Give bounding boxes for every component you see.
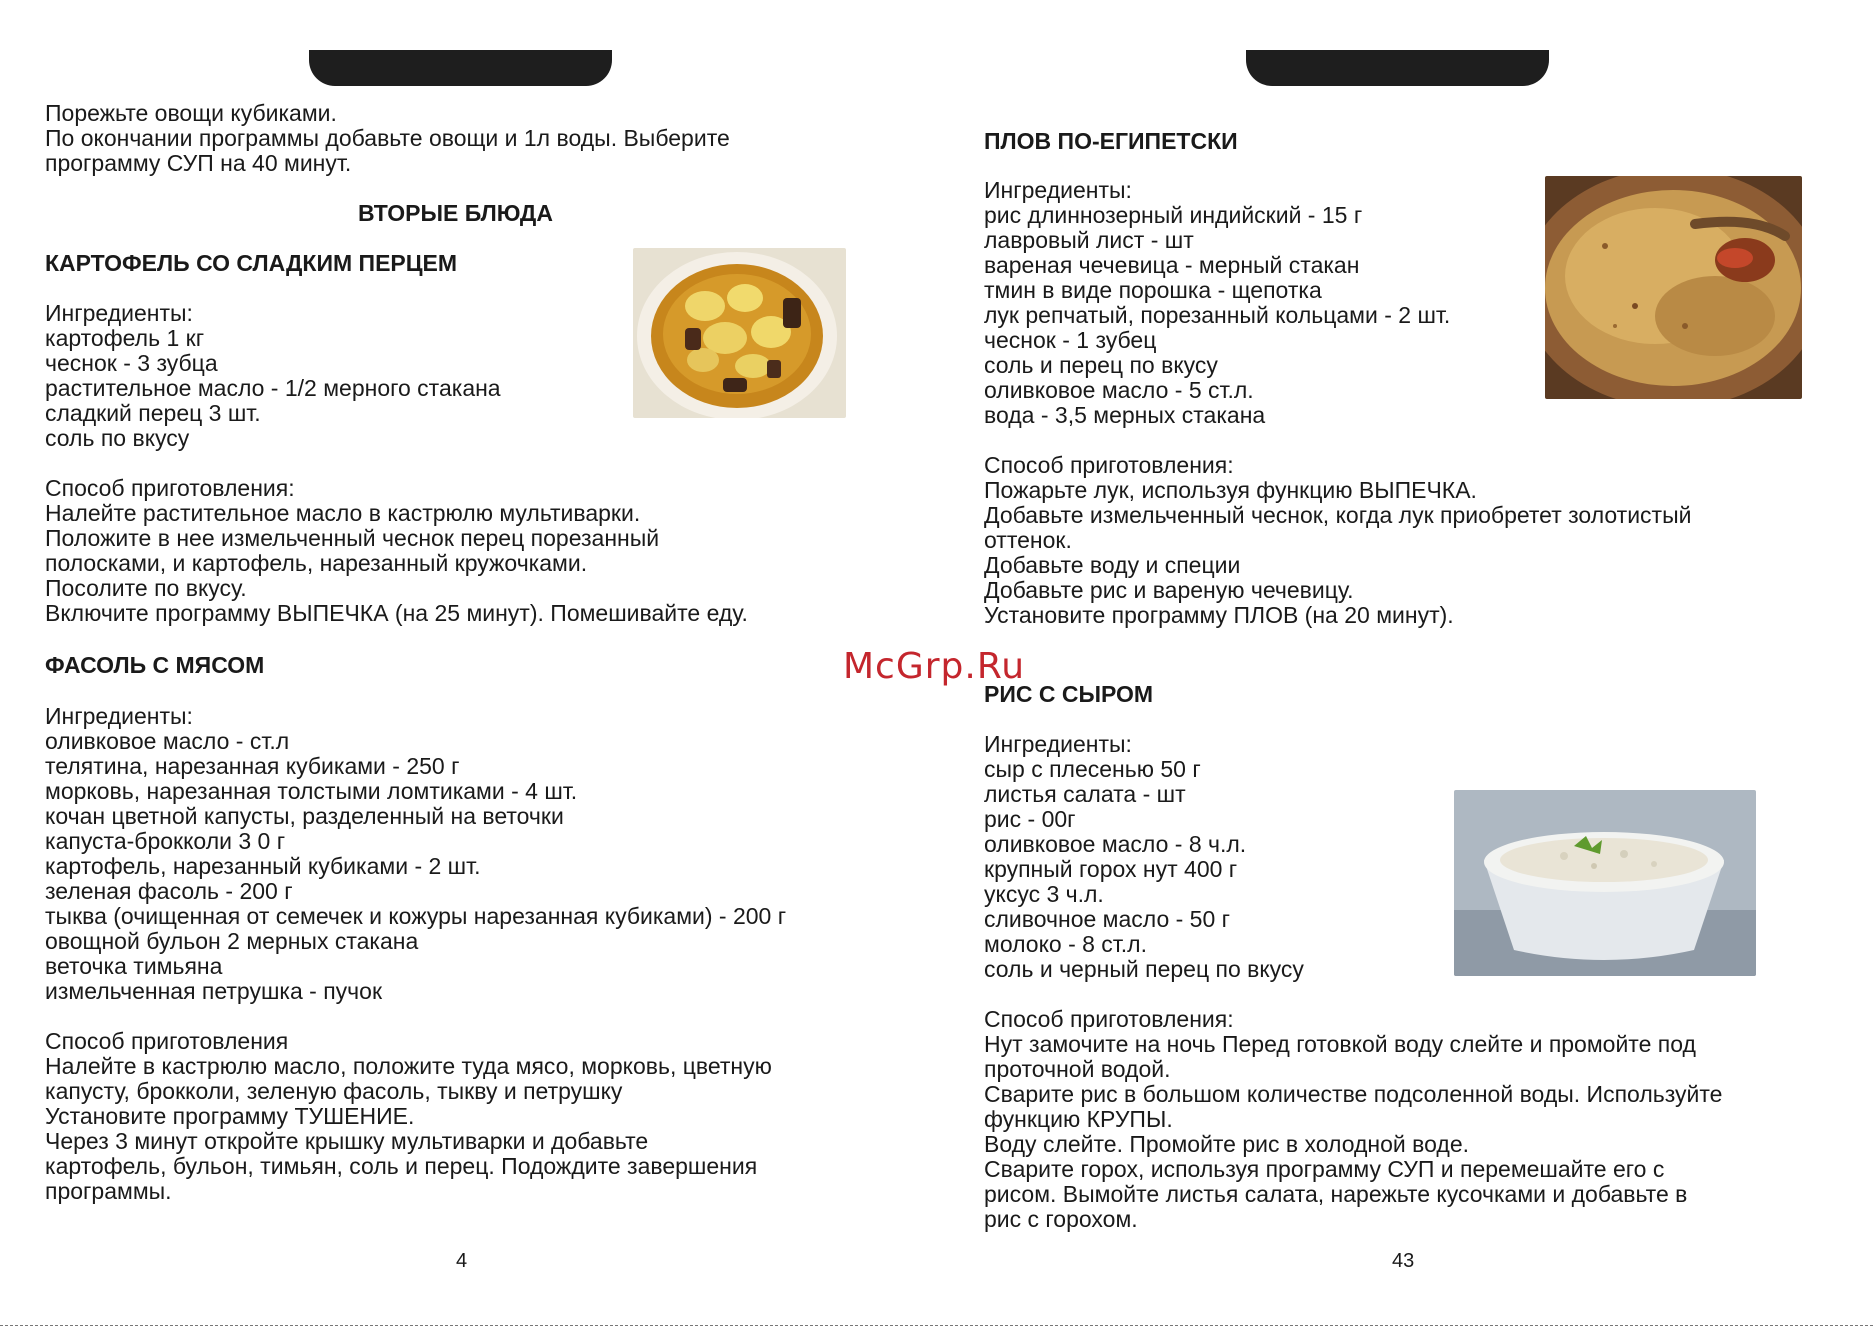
pilaf-ingredients — [984, 178, 1691, 628]
intro-line: программу СУП на 40 минут. — [45, 150, 352, 176]
recipe-title-rice-cheese: РИС С СЫРОМ — [984, 681, 1154, 707]
ingredient-line: картофель, нарезанный кубиками - 2 шт. — [45, 853, 481, 879]
ingredient-line: лавровый лист - шт — [984, 227, 1194, 253]
ingredient-line: картофель 1 кг — [45, 325, 205, 351]
beans-ingredients — [45, 704, 786, 1204]
method-line: программы. — [45, 1178, 172, 1204]
ingredient-line: Ингредиенты: — [984, 177, 1132, 203]
ingredient-line: соль и перец по вкусу — [984, 352, 1218, 378]
method-line: Способ приготовления — [45, 1028, 289, 1054]
method-line: Установите программу ТУШЕНИЕ. — [45, 1103, 415, 1129]
page-number-left: 4 — [456, 1250, 468, 1272]
method-line: капусту, брокколи, зеленую фасоль, тыкву и петрушку — [45, 1078, 623, 1104]
right-header-tab — [1246, 50, 1549, 86]
ingredient-line: рис длиннозерный индийский - 15 г — [984, 202, 1363, 228]
ingredient-line: телятина, нарезанная кубиками - 250 г — [45, 753, 460, 779]
ingredient-line: тмин в виде порошка - щепотка — [984, 277, 1322, 303]
method-line: Сварите рис в большом количестве подсоленной воды. Используйте — [984, 1081, 1723, 1107]
ingredient-line: капуста-брокколи 3 0 г — [45, 828, 286, 854]
ingredient-line: уксус 3 ч.л. — [984, 881, 1104, 907]
method-line: Налейте в кастрюлю масло, положите туда мясо, морковь, цветную — [45, 1053, 772, 1079]
method-line: Воду слейте. Промойте рис в холодной воде. — [984, 1131, 1469, 1157]
ingredient-line: Ингредиенты: — [45, 300, 193, 326]
method-line: Посолите по вкусу. — [45, 575, 247, 601]
method-line: рис с горохом. — [984, 1206, 1138, 1232]
ingredient-line: вода - 3,5 мерных стакана — [984, 402, 1266, 428]
method-line: оттенок. — [984, 527, 1072, 553]
watermark-text: McGrp.Ru — [843, 646, 1026, 687]
footer-rule — [0, 1325, 1873, 1326]
method-line: проточной водой. — [984, 1056, 1171, 1082]
ingredient-line: крупный горох нут 400 г — [984, 856, 1238, 882]
section-title: ВТОРЫЕ БЛЮДА — [358, 200, 553, 226]
ingredient-line: оливковое масло - ст.л — [45, 728, 290, 754]
method-line: Способ приготовления: — [984, 452, 1234, 478]
ingredient-line: сладкий перец 3 шт. — [45, 400, 261, 426]
method-line: Добавьте измельченный чеснок, когда лук приобретет золотистый — [984, 502, 1692, 528]
ingredient-line: тыква (очищенная от семечек и кожуры нарезанная кубиками) - 200 г — [45, 903, 787, 929]
method-line: полосками, и картофель, нарезанный кружочками. — [45, 550, 588, 576]
ingredient-line: оливковое масло - 5 ст.л. — [984, 377, 1254, 403]
ingredient-line: листья салата - шт — [984, 781, 1186, 807]
intro-line: По окончании программы добавьте овощи и 1л воды. Выберите — [45, 125, 730, 151]
method-line: Добавьте рис и вареную чечевицу. — [984, 577, 1354, 603]
method-line: Пожарьте лук, используя функцию ВЫПЕЧКА. — [984, 477, 1477, 503]
rice-cheese-ingredients — [984, 732, 1722, 1232]
method-line: Налейте растительное масло в кастрюлю мультиварки. — [45, 500, 641, 526]
method-line: Положите в нее измельченный чеснок перец порезанный — [45, 525, 660, 551]
ingredient-line: сливочное масло - 50 г — [984, 906, 1231, 932]
potato-ingredients — [45, 301, 748, 626]
method-line: Способ приготовления: — [45, 475, 295, 501]
intro-line: Порежьте овощи кубиками. — [45, 100, 337, 126]
method-line: Нут замочите на ночь Перед готовкой воду слейте и промойте под — [984, 1031, 1696, 1057]
ingredient-line: лук репчатый, порезанный кольцами - 2 шт. — [984, 302, 1451, 328]
recipe-title-potato: КАРТОФЕЛЬ СО СЛАДКИМ ПЕРЦЕМ — [45, 250, 458, 276]
ingredient-line: сыр с плесенью 50 г — [984, 756, 1201, 782]
ingredient-line: молоко - 8 ст.л. — [984, 931, 1147, 957]
ingredient-line: растительное масло - 1/2 мерного стакана — [45, 375, 501, 401]
method-line: функцию КРУПЫ. — [984, 1106, 1173, 1132]
right-page — [936, 0, 1873, 1329]
method-line: рисом. Вымойте листья салата, нарежьте кусочками и добавьте в — [984, 1181, 1688, 1207]
left-page — [0, 0, 936, 1329]
method-line: Через 3 минут откройте крышку мультиварки и добавьте — [45, 1128, 649, 1154]
method-line: картофель, бульон, тимьян, соль и перец. Подождите завершения — [45, 1153, 758, 1179]
ingredient-line: веточка тимьяна — [45, 953, 223, 979]
method-line: Сварите горох, используя программу СУП и перемешайте его с — [984, 1156, 1665, 1182]
ingredient-line: морковь, нарезанная толстыми ломтиками - 4 шт. — [45, 778, 578, 804]
method-line: Включите программу ВЫПЕЧКА (на 25 минут). Помешивайте еду. — [45, 600, 748, 626]
ingredient-line: соль по вкусу — [45, 425, 190, 451]
page-number-right: 43 — [1392, 1250, 1415, 1272]
intro-text — [45, 101, 730, 176]
recipe-title-pilaf: ПЛОВ ПО-ЕГИПЕТСКИ — [984, 128, 1238, 154]
ingredient-line: измельченная петрушка - пучок — [45, 978, 383, 1004]
ingredient-line: Ингредиенты: — [984, 731, 1132, 757]
recipe-title-beans: ФАСОЛЬ С МЯСОМ — [45, 652, 265, 678]
ingredient-line: овощной бульон 2 мерных стакана — [45, 928, 419, 954]
ingredient-line: кочан цветной капусты, разделенный на веточки — [45, 803, 564, 829]
ingredient-line: соль и черный перец по вкусу — [984, 956, 1304, 982]
ingredient-line: рис - 00г — [984, 806, 1076, 832]
ingredient-line: Ингредиенты: — [45, 703, 193, 729]
method-line: Установите программу ПЛОВ (на 20 минут). — [984, 602, 1454, 628]
method-line: Способ приготовления: — [984, 1006, 1234, 1032]
method-line: Добавьте воду и специи — [984, 552, 1241, 578]
ingredient-line: чеснок - 3 зубца — [45, 350, 218, 376]
ingredient-line: зеленая фасоль - 200 г — [45, 878, 293, 904]
left-header-tab — [309, 50, 612, 86]
ingredient-line: оливковое масло - 8 ч.л. — [984, 831, 1247, 857]
ingredient-line: вареная чечевица - мерный стакан — [984, 252, 1360, 278]
ingredient-line: чеснок - 1 зубец — [984, 327, 1157, 353]
